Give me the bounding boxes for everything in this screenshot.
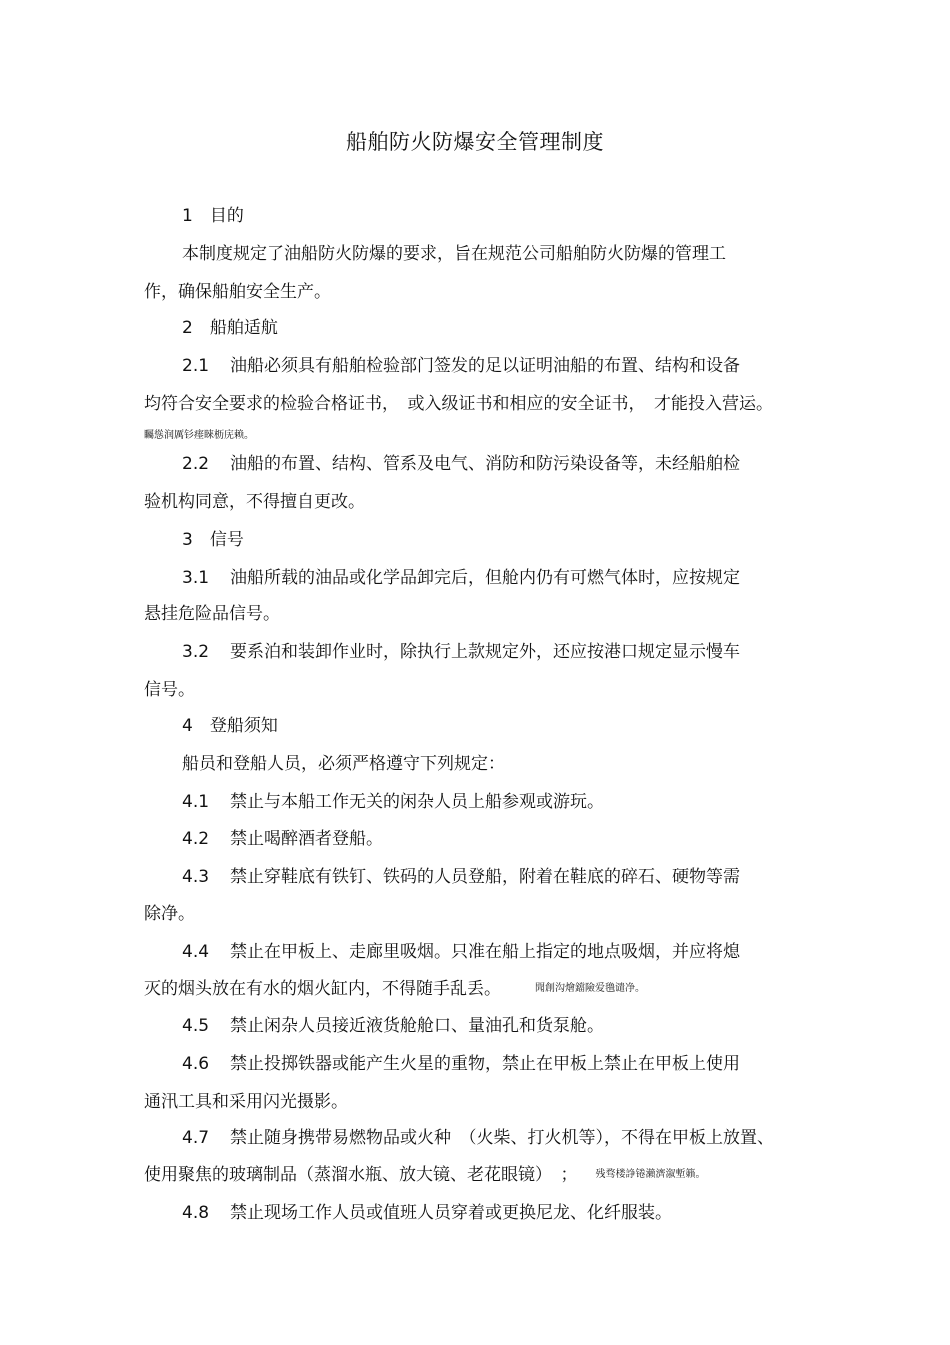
- clause-number: 4.4: [182, 942, 210, 962]
- clause-number: 3.1: [182, 568, 210, 588]
- clause-text: 油船所载的油品或化学品卸完后，但舱内仍有可燃气体时，应按规定: [230, 568, 740, 588]
- clause-number: 3.2: [182, 642, 210, 662]
- clause-4-6-line-2: 通汛工具和采用闪光摄影。: [144, 1092, 348, 1112]
- clause-text: 禁止与本船工作无关的闲杂人员上船参观或游玩。: [230, 792, 604, 812]
- clause-3-1-line-2: 悬挂危险品信号。: [144, 604, 280, 624]
- clause-4-3-line-1: [182, 865, 740, 889]
- clause-4-6-line-1: [182, 1052, 740, 1076]
- clause-4-7-line-1: [182, 1126, 774, 1150]
- clause-text: 使用聚焦的玻璃制品（蒸溜水瓶、放大镜、老花眼镜） ；: [144, 1165, 578, 1185]
- section-4-heading: 4 登船须知: [182, 716, 278, 736]
- clause-4-8: [182, 1201, 672, 1225]
- clause-number: 4.6: [182, 1054, 210, 1074]
- noise-text-2: 聞創沟燴鐺險爱氇谴净。: [535, 983, 645, 994]
- section-3-heading: 3 信号: [182, 530, 244, 550]
- clause-text: 禁止喝醉酒者登船。: [230, 829, 383, 849]
- noise-text-3: 残骛楼諍锩瀨濟溆塹籟。: [595, 1169, 706, 1180]
- clause-text: 灭的烟头放在有水的烟火缸内，不得随手乱丢。: [144, 979, 501, 999]
- clause-3-2-line-2: 信号。: [144, 680, 195, 700]
- clause-4-3-line-2: 除净。: [144, 904, 195, 924]
- clause-text: 油船必须具有船舶检验部门签发的足以证明油船的布置、结构和设备: [230, 356, 740, 376]
- section-2-heading: 2 船舶适航: [182, 318, 278, 338]
- clause-4-4-line-2: [144, 977, 645, 1001]
- noise-text-1: 矚慫润厲钐瘗睞枥庑赖。: [144, 430, 254, 441]
- clause-number: 2.2: [182, 454, 210, 474]
- section-1-heading: 1 目的: [182, 206, 244, 226]
- clause-number: 4.5: [182, 1016, 210, 1036]
- clause-4-5: [182, 1014, 604, 1038]
- clause-2-1-line-1: [182, 354, 740, 378]
- clause-4-7-line-2: [144, 1163, 706, 1187]
- clause-2-2-line-2: 验机构同意，不得擅自更改。: [144, 492, 365, 512]
- clause-number: 4.7: [182, 1128, 210, 1148]
- clause-4-1: [182, 790, 604, 814]
- clause-number: 4.2: [182, 829, 210, 849]
- clause-number: 4.8: [182, 1203, 210, 1223]
- clause-2-1-line-2: 均符合安全要求的检验合格证书， 或入级证书和相应的安全证书， 才能投入营运。: [144, 394, 773, 414]
- paragraph-1-line-1: 本制度规定了油船防火防爆的要求，旨在规范公司船舶防火防爆的管理工: [182, 244, 726, 264]
- clause-4-4-line-1: [182, 940, 740, 964]
- clause-text: 禁止投掷铁器或能产生火星的重物，禁止在甲板上禁止在甲板上使用: [230, 1054, 740, 1074]
- clause-number: 2.1: [182, 356, 210, 376]
- clause-4-2: [182, 827, 383, 851]
- clause-text: 禁止闲杂人员接近液货舱舱口、量油孔和货泵舱。: [230, 1016, 604, 1036]
- paragraph-1-line-2: 作，确保船舶安全生产。: [144, 282, 331, 302]
- section-4-intro: 船员和登船人员，必须严格遵守下列规定：: [182, 754, 505, 774]
- clause-text: 油船的布置、结构、管系及电气、消防和防污染设备等，未经船舶检: [230, 454, 740, 474]
- clause-text: 禁止穿鞋底有铁钉、铁码的人员登船，附着在鞋底的碎石、硬物等需: [230, 867, 740, 887]
- clause-3-2-line-1: [182, 640, 740, 664]
- clause-text: 禁止随身携带易燃物品或火种 （火柴、打火机等），不得在甲板上放置、: [230, 1128, 774, 1148]
- document-title: 船舶防火防爆安全管理制度: [346, 130, 604, 154]
- clause-text: 要系泊和装卸作业时，除执行上款规定外，还应按港口规定显示慢车: [230, 642, 740, 662]
- clause-text: 禁止在甲板上、走廊里吸烟。只准在船上指定的地点吸烟，并应将熄: [230, 942, 740, 962]
- clause-text: 禁止现场工作人员或值班人员穿着或更换尼龙、化纤服装。: [230, 1203, 672, 1223]
- clause-2-2-line-1: [182, 452, 740, 476]
- clause-number: 4.3: [182, 867, 210, 887]
- clause-number: 4.1: [182, 792, 210, 812]
- clause-3-1-line-1: [182, 566, 740, 590]
